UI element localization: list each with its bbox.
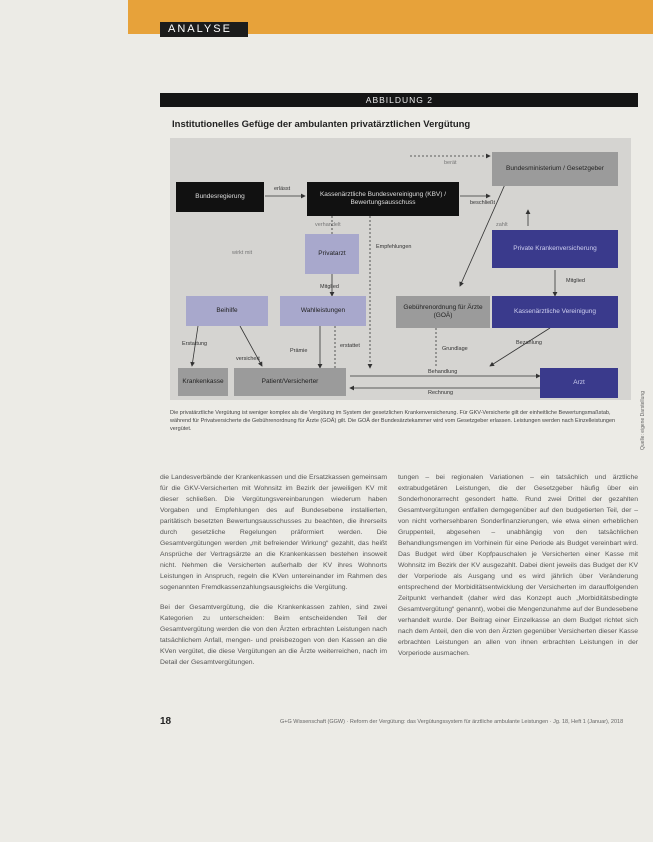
label-behandlung: Behandlung — [428, 369, 458, 375]
label-zahlt: zahlt — [496, 222, 508, 228]
body-column-left — [160, 472, 387, 677]
figure-label-bar: ABBILDUNG 2 — [160, 93, 638, 107]
side-note — [640, 300, 650, 450]
box-bundesregierung: Bundesregierung — [176, 182, 264, 212]
label-bezahlung: Bezahlung — [516, 340, 542, 346]
box-patient: Patient/Versicherter — [234, 368, 346, 396]
label-verhandelt: verhandelt — [315, 222, 341, 228]
footer-citation: G+G Wissenschaft (GGW) · Reform der Vergütung: das Vergütungssystem für ärztliche ambulante Leistungen · Jg. 18, Heft 1 (Januar), 2018 — [280, 719, 624, 725]
box-arzt: Arzt — [540, 368, 618, 398]
label-erstattet: erstattet — [340, 343, 360, 349]
label-versichert: versichert — [236, 356, 260, 362]
box-privatarzt: Privatarzt — [305, 234, 359, 274]
box-beihilfe: Beihilfe — [186, 296, 268, 326]
box-kassenaerztliche-vereinigung: Kassenärztliche Vereinigung — [492, 296, 618, 328]
label-mitglied-1: Mitglied — [320, 284, 339, 290]
label-beschliesst: beschließt — [470, 200, 496, 206]
paragraph: Bei der Gesamtvergütung, die die Krankenkassen zahlen, sind zwei Kategorien zu unterscheiden: Beim entscheidenden Teil der Gesamtvergütung werden die von den Ärzten erbrachten Leistungen nach tatsächlichem Anfall, mengen- und preisbezogen von den Kassen an die KVen vergütet, die diese Vergütungen an die Ärzte weiterreichen, nach im Detail der Gesamtvergütungen. — [160, 604, 387, 666]
box-gesetzgeber: Bundesministerium / Gesetzgeber — [492, 152, 618, 186]
paragraph: tungen – bei regionalen Variationen – ein tatsächlich und ärztliche extrabudgetären Leistungen, die der Gesetzgeber häufig über ein Sonderhonorarrecht gesondert hatte. Rund zwei Drittel der gezahlten Gesamtvergütungen entfallen demgegenüber auf den budgetierten Teil, der – von nicht vorhersehbaren Sonderfinanzierungen, wie etwa einen erheblichen Gruppenteil, abgesehen – unabhängig von den tatsächlichen Behandlungsmengen im Vorhinein für eine Periode als Budget vereinbart wird. Das Budget wird über Kopfpauschalen je Versicherten einer Kasse mit Wohnsitz im Bezirk der KV ausgezahlt. Dabei dient jeweils das Budget der KV der Vorperiode als Ausgang und es wird jährlich über Veränderung entsprechend der Morbiditätsentwicklung der Versicherten im darauffolgenden Zeitpunkt verhandelt (daher wird das Konzept auch „Morbiditätsbedingte Gesamtvergütung“ genannt), wobei die Mengenzunahme auf der Bundesebene verhandelt wurde. Der Beitrag einer Einzelkasse an dem Budget richtet sich nach dem Anteil, den die von den Ärzten gegenüber Versicherten dieser Kasse erbrachten Leistungen an allen von ihnen erbrachten Leistungen in der Vorperiode ausmachen. — [398, 474, 638, 657]
box-privatversicherung: Private Krankenversicherung — [492, 230, 618, 268]
page-number: 18 — [160, 716, 172, 727]
label-mitglied-2: Mitglied — [566, 278, 585, 284]
box-wahlleistung: Wahlleistungen — [280, 296, 366, 326]
figure-title: Institutionelles Gefüge der ambulanten privatärztlichen Vergütung — [172, 119, 471, 130]
box-kassenaerzte: Kassenärztliche Bundesvereinigung (KBV) / Bewertungsausschuss — [307, 182, 459, 216]
side-note-text: Quelle: eigene Darstellung — [640, 391, 646, 450]
paragraph: die Landesverbände der Krankenkassen und die Ersatzkassen gemeinsam für die GKV-Versicherten mit Wohnsitz im Bezirk der jeweiligen KV mit dieser schließen. Die Vergütungsvereinbarungen wiederum haben Vorgaben und Empfehlungen des auf Bundesebene installierten, paritätisch besetzten Bewertungsausschusses zu beachten, die ihrerseits durch gesetzliche Regelungen präformiert werden. Die Gesamtvergütungen werden „mit befreiender Wirkung“ gezahlt, das heißt Ansprüche der Vertragsärzte an die Krankenkassen bestehen insoweit nicht. Nehmen die Versicherten außerhalb der KV ihres Wohnorts Leistungen in Anspruch, regeln die KVen untereinander im Rahmen des sogenannten Fremdkassenzahlungsausgleichs die Vergütung. — [160, 474, 387, 591]
label-beraet: berät — [444, 160, 457, 166]
label-rechnung: Rechnung — [428, 390, 454, 396]
label-erstattung: Erstattung — [182, 341, 208, 347]
label-empfehlungen: Empfehlungen — [376, 244, 412, 250]
label-praemie: Prämie — [290, 348, 308, 354]
box-krankenkasse: Krankenkasse — [178, 368, 228, 396]
figure-caption: Die privatärztliche Vergütung ist weniger komplex als die Vergütung im System der gesetzlichen Krankenversicherung. Für GKV-Versicherte gilt der einheitliche Bewertungsmaßstab, während für Privatversicherte die Gebührenordnung für Ärzte (GOÄ) gilt. Die GOÄ der Bundesärztekammer wird vom Gesetzgeber erlassen. Leistungen werden nach Einzelleistungen vergütet. — [170, 410, 616, 432]
label-wirkt-mit: wirkt mit — [232, 250, 253, 256]
box-gebuehrenordnung: Gebührenordnung für Ärzte (GOÄ) — [396, 296, 490, 328]
label-erlaesst: erlässt — [274, 186, 291, 192]
body-column-right — [398, 472, 638, 668]
section-tag: ANALYSE — [160, 22, 248, 37]
label-grundlage: Grundlage — [442, 346, 468, 352]
diagram — [170, 138, 631, 400]
